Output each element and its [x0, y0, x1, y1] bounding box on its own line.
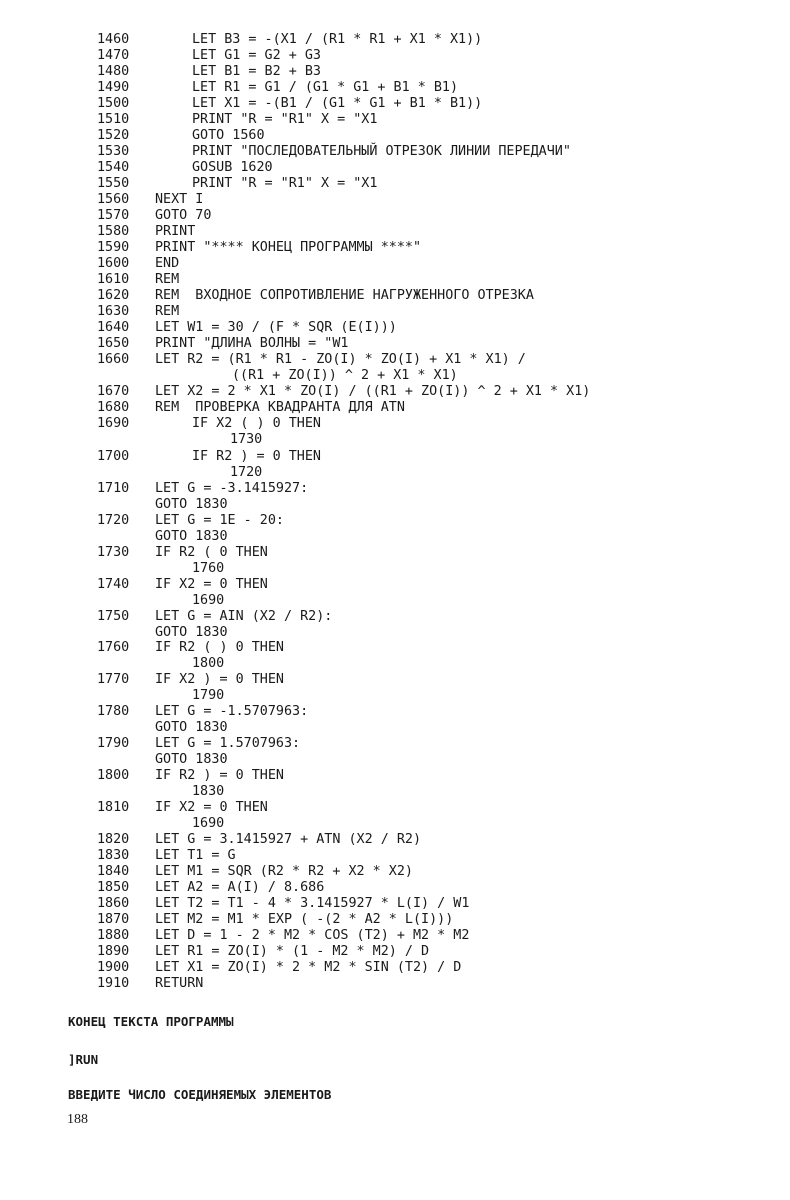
line-number: 1680 [97, 400, 130, 415]
line-number: 1490 [97, 80, 130, 95]
code-text: LET B3 = -(X1 / (R1 * R1 + X1 * X1)) [192, 32, 483, 47]
code-text: IF R2 ( 0 THEN [155, 545, 268, 560]
program-prompt: ВВЕДИТЕ ЧИСЛО СОЕДИНЯЕМЫХ ЭЛЕМЕНТОВ [68, 1087, 332, 1102]
line-number: 1470 [97, 48, 130, 63]
page-number: 188 [67, 1112, 88, 1127]
code-text: GOTO 1830 [155, 625, 228, 640]
line-number: 1610 [97, 272, 130, 287]
line-number: 1760 [97, 640, 130, 655]
code-text: 1800 [192, 656, 225, 671]
code-text: REM ПРОВЕРКА КВАДРАНТА ДЛЯ ATN [155, 400, 405, 415]
code-text: LET X2 = 2 * X1 * ZO(I) / ((R1 + ZO(I)) ^ 2 + X1 * X1) [155, 384, 591, 399]
code-text: LET X1 = ZO(I) * 2 * M2 * SIN (T2) / D [155, 960, 462, 975]
line-number: 1600 [97, 256, 130, 271]
code-text: PRINT "ПОСЛЕДОВАТЕЛЬНЫЙ ОТРЕЗОК ЛИНИИ ПЕРЕДАЧИ" [192, 144, 571, 159]
line-number: 1860 [97, 896, 130, 911]
code-text: IF X2 ) = 0 THEN [155, 672, 284, 687]
code-text: PRINT [155, 224, 196, 239]
line-number: 1870 [97, 912, 130, 927]
code-text: LET G = AIN (X2 / R2): [155, 609, 333, 624]
code-text: PRINT "ДЛИНА ВОЛНЫ = "W1 [155, 336, 349, 351]
code-text: GOTO 1830 [155, 752, 228, 767]
line-number: 1500 [97, 96, 130, 111]
code-text: LET T2 = T1 - 4 * 3.1415927 * L(I) / W1 [155, 896, 470, 911]
line-number: 1650 [97, 336, 130, 351]
line-number: 1660 [97, 352, 130, 367]
line-number: 1910 [97, 976, 130, 991]
code-text: LET X1 = -(B1 / (G1 * G1 + B1 * B1)) [192, 96, 483, 111]
line-number: 1790 [97, 736, 130, 751]
line-number: 1720 [97, 513, 130, 528]
code-text: IF R2 ( ) 0 THEN [155, 640, 284, 655]
code-text: 1730 [230, 432, 263, 447]
code-text: LET T1 = G [155, 848, 236, 863]
line-number: 1620 [97, 288, 130, 303]
code-text: PRINT "R = "R1" X = "X1 [192, 112, 378, 127]
code-text: LET R2 = (R1 * R1 - ZO(I) * ZO(I) + X1 * X1) / [155, 352, 526, 367]
code-text: GOTO 1830 [155, 529, 228, 544]
code-text: LET R1 = G1 / (G1 * G1 + B1 * B1) [192, 80, 459, 95]
line-number: 1770 [97, 672, 130, 687]
line-number: 1710 [97, 481, 130, 496]
line-number: 1690 [97, 416, 130, 431]
line-number: 1480 [97, 64, 130, 79]
code-text: ((R1 + ZO(I)) ^ 2 + X1 * X1) [232, 368, 458, 383]
line-number: 1510 [97, 112, 130, 127]
code-text: IF R2 ) = 0 THEN [155, 768, 284, 783]
code-text: GOTO 1830 [155, 497, 228, 512]
code-text: IF X2 = 0 THEN [155, 800, 268, 815]
code-text: LET G1 = G2 + G3 [192, 48, 321, 63]
code-text: PRINT "R = "R1" X = "X1 [192, 176, 378, 191]
code-text: REM ВХОДНОЕ СОПРОТИВЛЕНИЕ НАГРУЖЕННОГО ОТРЕЗКА [155, 288, 534, 303]
code-text: LET G = 3.1415927 + ATN (X2 / R2) [155, 832, 422, 847]
code-text: IF X2 ( ) 0 THEN [192, 416, 321, 431]
line-number: 1630 [97, 304, 130, 319]
code-text: REM [155, 272, 180, 287]
code-text: LET D = 1 - 2 * M2 * COS (T2) + M2 * M2 [155, 928, 470, 943]
line-number: 1800 [97, 768, 130, 783]
line-number: 1810 [97, 800, 130, 815]
code-text: END [155, 256, 180, 271]
run-command: ]RUN [68, 1052, 99, 1067]
code-text: 1690 [192, 816, 225, 831]
code-text: LET A2 = A(I) / 8.686 [155, 880, 325, 895]
line-number: 1580 [97, 224, 130, 239]
code-text: GOSUB 1620 [192, 160, 273, 175]
line-number: 1700 [97, 449, 130, 464]
line-number: 1850 [97, 880, 130, 895]
line-number: 1560 [97, 192, 130, 207]
line-number: 1890 [97, 944, 130, 959]
line-number: 1880 [97, 928, 130, 943]
code-text: LET G = 1E - 20: [155, 513, 284, 528]
line-number: 1670 [97, 384, 130, 399]
line-number: 1520 [97, 128, 130, 143]
line-number: 1830 [97, 848, 130, 863]
line-number: 1540 [97, 160, 130, 175]
code-text: 1690 [192, 593, 225, 608]
code-text: LET B1 = B2 + B3 [192, 64, 321, 79]
line-number: 1460 [97, 32, 130, 47]
line-number: 1730 [97, 545, 130, 560]
code-text: 1760 [192, 561, 225, 576]
code-text: REM [155, 304, 180, 319]
code-text: LET G = -1.5707963: [155, 704, 309, 719]
code-text: LET W1 = 30 / (F * SQR (E(I))) [155, 320, 397, 335]
line-number: 1590 [97, 240, 130, 255]
line-number: 1840 [97, 864, 130, 879]
line-number: 1550 [97, 176, 130, 191]
code-text: NEXT I [155, 192, 204, 207]
code-text: 1720 [230, 465, 263, 480]
line-number: 1640 [97, 320, 130, 335]
code-text: LET R1 = ZO(I) * (1 - M2 * M2) / D [155, 944, 430, 959]
end-of-listing-caption: КОНЕЦ ТЕКСТА ПРОГРАММЫ [68, 1014, 234, 1029]
code-text: 1790 [192, 688, 225, 703]
code-text: GOTO 1830 [155, 720, 228, 735]
code-text: LET G = -3.1415927: [155, 481, 309, 496]
code-text: LET G = 1.5707963: [155, 736, 301, 751]
code-text: GOTO 70 [155, 208, 212, 223]
line-number: 1570 [97, 208, 130, 223]
code-text: 1830 [192, 784, 225, 799]
code-text: RETURN [155, 976, 204, 991]
code-text: IF X2 = 0 THEN [155, 577, 268, 592]
line-number: 1530 [97, 144, 130, 159]
code-text: LET M2 = M1 * EXP ( -(2 * A2 * L(I))) [155, 912, 454, 927]
line-number: 1740 [97, 577, 130, 592]
code-text: LET M1 = SQR (R2 * R2 + X2 * X2) [155, 864, 413, 879]
line-number: 1900 [97, 960, 130, 975]
line-number: 1820 [97, 832, 130, 847]
code-text: PRINT "**** КОНЕЦ ПРОГРАММЫ ****" [155, 240, 422, 255]
code-text: GOTO 1560 [192, 128, 265, 143]
line-number: 1780 [97, 704, 130, 719]
code-text: IF R2 ) = 0 THEN [192, 449, 321, 464]
line-number: 1750 [97, 609, 130, 624]
